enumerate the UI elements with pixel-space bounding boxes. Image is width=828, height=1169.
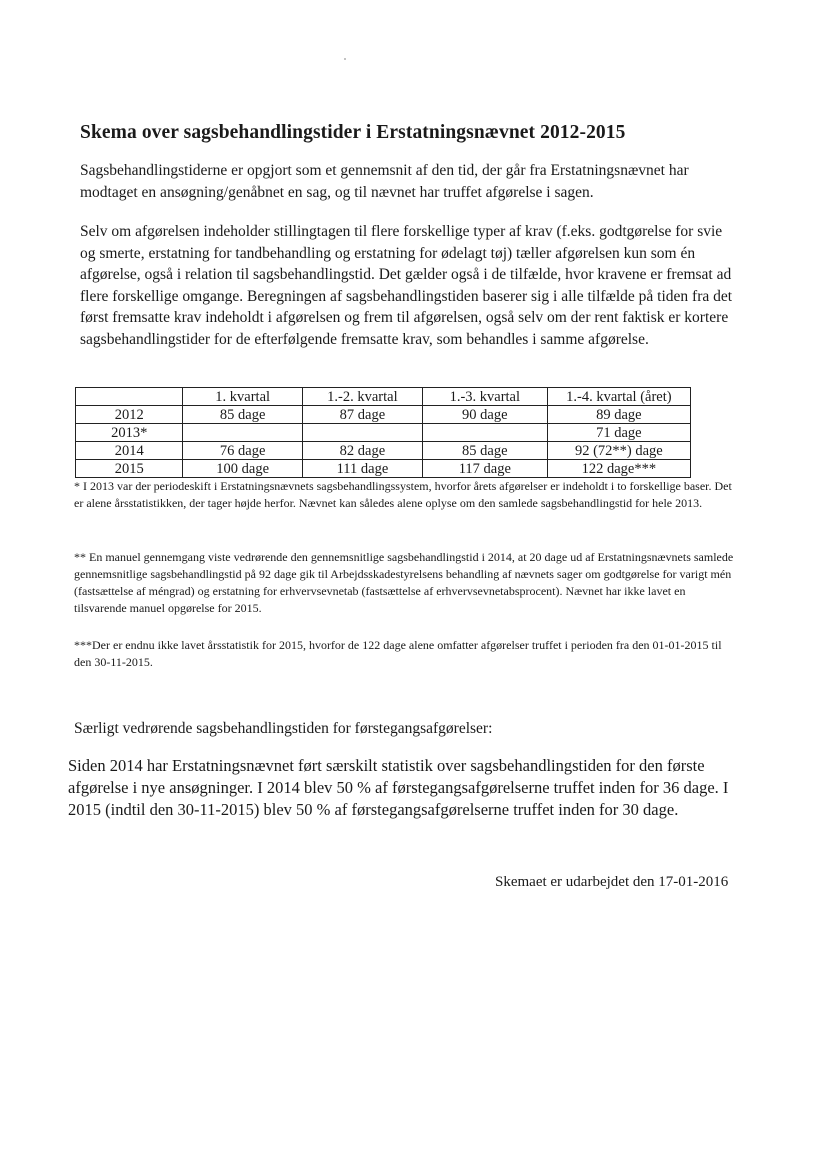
- table-cell: 92 (72**) dage: [547, 442, 690, 460]
- table-header-row: [76, 388, 691, 406]
- table-cell: [422, 424, 547, 442]
- table-header-cell: 1.-3. kvartal: [422, 388, 547, 406]
- table-header-cell: 1.-2. kvartal: [302, 388, 422, 406]
- table-row: [76, 460, 691, 478]
- table-row: [76, 406, 691, 424]
- processing-times-table: [75, 387, 691, 478]
- table-cell: 2012: [76, 406, 183, 424]
- intro-paragraph-1: Sagsbehandlingstiderne er opgjort som et gennemsnit af den tid, der går fra Erstatningsnævnet har modtaget en ansøgning/genåbnet en sag, og til nævnet har truffet afgørelse i sagen.: [80, 162, 689, 201]
- table-header-cell: 1. kvartal: [183, 388, 303, 406]
- table-cell: 2014: [76, 442, 183, 460]
- table-cell: 82 dage: [302, 442, 422, 460]
- table-cell: [183, 424, 303, 442]
- scan-speck: [344, 58, 346, 60]
- table-cell: 117 dage: [422, 460, 547, 478]
- table-cell: 85 dage: [422, 442, 547, 460]
- section-body: Siden 2014 har Erstatningsnævnet ført særskilt statistik over sagsbehandlingstiden for den første afgørelse i nye ansøgninger. I 2014 blev 50 % af førstegangsafgørelserne truffet inden for 36 dage. I 2015 (indtil den 30-11-2015) blev 50 % af førstegangsafgørelserne truffet inden for 30 dage.: [68, 756, 729, 819]
- table-cell: 89 dage: [547, 406, 690, 424]
- table-cell: 100 dage: [183, 460, 303, 478]
- table-cell: 122 dage***: [547, 460, 690, 478]
- table-row: [76, 424, 691, 442]
- table-cell: 90 dage: [422, 406, 547, 424]
- table-header-cell: [76, 388, 183, 406]
- table-cell: 76 dage: [183, 442, 303, 460]
- signoff-date: Skemaet er udarbejdet den 17-01-2016: [495, 874, 729, 890]
- table-cell: 85 dage: [183, 406, 303, 424]
- footnote-2014: ** En manuel gennemgang viste vedrørende den gennemsnitlige sagsbehandlingstid i 2014, at 20 dage ud af Erstatningsnævnets samlede gennemsnitlige sagsbehandlingstid på 92 dage gik til Arbejdsskadestyrelsens behandling af nævnets sager om godtgørelse for varigt mén (fastsættelse af méngrad) og erstatning for erhvervsevnetab (fastsættelse af erhvervsevnetabsprocent). Nævnet har ikke lavet en tilsvarende manuel opgørelse for 2015.: [74, 550, 734, 615]
- document-title: Skema over sagsbehandlingstider i Erstatningsnævnet 2012-2015: [80, 122, 626, 143]
- section-heading: Særligt vedrørende sagsbehandlingstiden for førstegangsafgørelser:: [74, 720, 493, 737]
- table-row: [76, 442, 691, 460]
- table-cell: 111 dage: [302, 460, 422, 478]
- intro-paragraph-2: Selv om afgørelsen indeholder stillingtagen til flere forskellige typer af krav (f.eks. godtgørelse for svie og smerte, erstatning for tandbehandling og erstatning for ødelagt tøj) tæller afgørelsen kun som én afgørelse, også i relation til sagsbehandlingstid. Det gælder også i de tilfælde, hvor kravene er fremsat ad flere forskellige omgange. Beregningen af sagsbehandlingstiden baserer sig i alle tilfælde på tiden fra det først fremsatte krav indeholdt i afgørelsen og frem til afgørelsen, også selv om der rent faktisk er kortere sagsbehandlingstider for de efterfølgende fremsatte krav, som behandles i samme afgørelse.: [80, 223, 733, 348]
- table-cell: [302, 424, 422, 442]
- table-cell: 87 dage: [302, 406, 422, 424]
- table-cell: 71 dage: [547, 424, 690, 442]
- table-cell: 2015: [76, 460, 183, 478]
- table-cell: 2013*: [76, 424, 183, 442]
- footnote-2013: * I 2013 var der periodeskift i Erstatningsnævnets sagsbehandlingssystem, hvorfor årets afgørelser er indeholdt i to forskellige baser. Det er alene årsstatistikken, der tager højde herfor. Nævnet kan således alene oplyse om den samlede sagsbehandlingstid for hele 2013.: [74, 479, 732, 510]
- table-header-cell: 1.-4. kvartal (året): [547, 388, 690, 406]
- footnote-2015: ***Der er endnu ikke lavet årsstatistik for 2015, hvorfor de 122 dage alene omfatter afgørelser truffet i perioden fra den 01-01-2015 til den 30-11-2015.: [74, 638, 722, 669]
